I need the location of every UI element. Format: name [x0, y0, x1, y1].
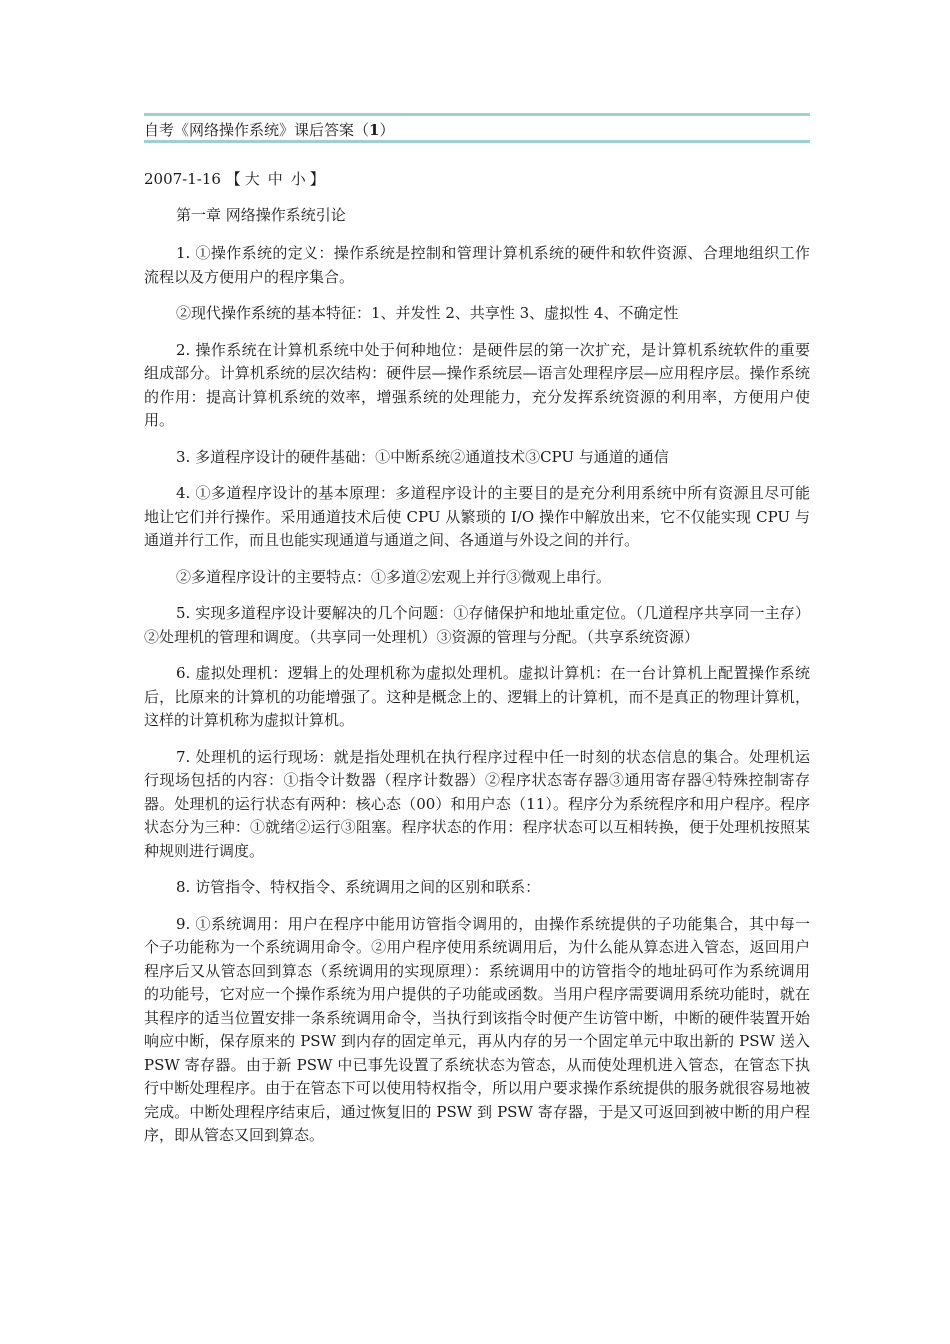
paragraph-3: 2. 操作系统在计算机系统中处于何种地位：是硬件层的第一次扩充，是计算机系统软件的重要组成部分。计算机系统的层次结构：硬件层—操作系统层—语言处理程序层—应用程序层。操作系统的作用：提高计算机系统的效率，增强系统的处理能力，充分发挥系统资源的利用率，方便用户使用。 [144, 340, 810, 429]
font-size-bracket-close: 】 [309, 170, 325, 188]
paragraph-1: 1. ①操作系统的定义：操作系统是控制和管理计算机系统的硬件和软件资源、合理地组织工作流程以及方便用户的程序集合。 [144, 244, 810, 286]
paragraph-10: 8. 访管指令、特权指令、系统调用之间的区别和联系： [176, 878, 541, 896]
font-size-large-button[interactable]: 大 [244, 170, 260, 188]
chapter-heading: 第一章 网络操作系统引论 [176, 206, 346, 224]
title-bar [144, 113, 810, 143]
paragraph-6: ②多道程序设计的主要特点：①多道②宏观上并行③微观上串行。 [176, 567, 612, 586]
article-body [144, 242, 810, 1161]
paragraph-9: 7. 处理机的运行现场：就是指处理机在执行程序过程中任一时刻的状态信息的集合。处理机运行现场包括的内容：①指令计数器（程序计数器）②程序状态寄存器③通用寄存器④特殊控制寄存器。处理机的运行状态有两种：核心态（00）和用户态（11）。程序分为系统程序和用户程序。程序状态分为三种：①就绪②运行③阻塞。程序状态的作用：程序状态可以互相转换，便于处理机按照某种规则进行调度。 [144, 747, 810, 860]
publish-date: 2007-1-16 [144, 170, 221, 188]
paragraph-5: 4. ①多道程序设计的基本原理：多道程序设计的主要目的是充分利用系统中所有资源且尽可能地让它们并行操作。采用通道技术后使 CPU 从繁琐的 I/O 操作中解放出来，它不仅能实现 CPU 与通道并行工作，而且也能实现通道与通道之间、各通道与外设之间的并行。 [144, 484, 810, 549]
title-main: 自考《网络操作系统》课后答案（ [144, 121, 370, 139]
date-line [144, 170, 325, 188]
title-close: ） [379, 121, 395, 139]
paragraph-8: 6. 虚拟处理机：逻辑上的处理机称为虚拟处理机。虚拟计算机：在一台计算机上配置操作系统后，比原来的计算机的功能增强了。这种是概念上的、逻辑上的计算机，而不是真正的物理计算机，这样的计算机称为虚拟计算机。 [144, 664, 810, 729]
paragraph-11: 9. ①系统调用：用户在程序中能用访管指令调用的，由操作系统提供的子功能集合，其中每一个子功能称为一个系统调用命令。②用户程序使用系统调用后，为什么能从算态进入管态，返回用户程序后又从管态回到算态（系统调用的实现原理）：系统调用中的访管指令的地址码可作为系统调用的功能号，它对应一个操作系统为用户提供的子功能或函数。当用户程序需要调用系统功能时，就在其程序的适当位置安排一条系统调用命令，当执行到该指令时便产生访管中断，中断的硬件装置开始响应中断，保存原来的 PSW 到内存的固定单元，再从内存的另一个固定单元中取出新的 PSW 送入 PSW 寄存器。由于新 PSW 中已事先设置了系统状态为管态，从而使处理机进入管态，在管态下执行中断处理程序。由于在管态下可以使用特权指令，所以用户要求操作系统提供的服务就很容易地被完成。中断处理程序结束后，通过恢复旧的 PSW 到 PSW 寄存器，于是又可返回到被中断的用户程序，即从管态又回到算态。 [144, 914, 810, 1144]
paragraph-2: ②现代操作系统的基本特征：1、并发性 2、共享性 3、虚拟性 4、不确定性 [176, 304, 679, 322]
article-title [144, 121, 394, 139]
font-size-medium-button[interactable]: 中 [267, 170, 283, 188]
paragraph-7: 5. 实现多道程序设计要解决的几个问题：①存储保护和地址重定位。（几道程序共享同一主存）②处理机的管理和调度。（共享同一处理机）③资源的管理与分配。（共享系统资源） [144, 604, 810, 646]
font-size-small-button[interactable]: 小 [290, 170, 306, 188]
title-number: 1 [369, 121, 380, 139]
paragraph-4: 3. 多道程序设计的硬件基础：①中断系统②通道技术③CPU 与通道的通信 [176, 447, 669, 466]
font-size-bracket-open: 【 [225, 170, 241, 188]
